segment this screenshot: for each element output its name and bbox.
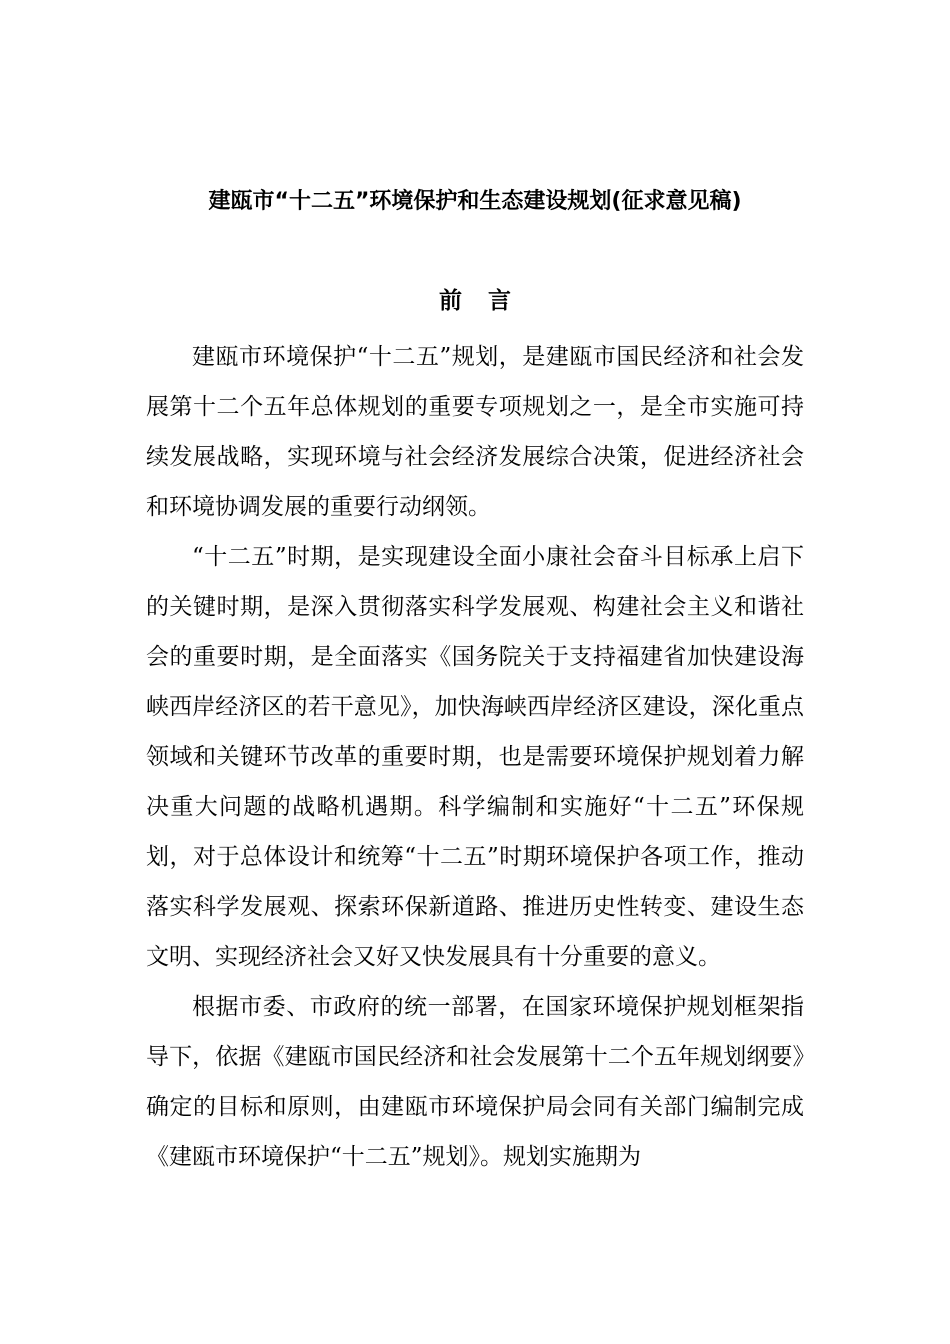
body-paragraph-3: 根据市委、市政府的统一部署，在国家环境保护规划框架指导下，依据《建瓯市国民经济和社会发展第十二个五年规划纲要》确定的目标和原则，由建瓯市环境保护局会同有关部门编制完成《建瓯市环境保护“十二五”规划》。规划实施期为: [146, 994, 804, 1170]
body-paragraph-1: 建瓯市环境保护“十二五”规划，是建瓯市国民经济和社会发展第十二个五年总体规划的重要专项规划之一，是全市实施可持续发展战略，实现环境与社会经济发展综合决策，促进经济社会和环境协调发展的重要行动纲领。: [146, 344, 804, 520]
section-heading: 前言: [439, 288, 537, 314]
document-title: 建瓯市“十二五”环境保护和生态建设规划(征求意见稿): [208, 189, 742, 214]
document-body: [146, 332, 804, 1182]
body-paragraph-2: “十二五”时期，是实现建设全面小康社会奋斗目标承上启下的关键时期，是深入贯彻落实科学发展观、构建社会主义和谐社会的重要时期，是全面落实《国务院关于支持福建省加快建设海峡西岸经济区的若干意见》，加快海峡西岸经济区建设，深化重点领域和关键环节改革的重要时期，也是需要环境保护规划着力解决重大问题的战略机遇期。科学编制和实施好“十二五”环保规划，对于总体设计和统筹“十二五”时期环境保护各项工作，推动落实科学发展观、探索环保新道路、推进历史性转变、建设生态文明、实现经济社会又好又快发展具有十分重要的意义。: [146, 544, 804, 970]
